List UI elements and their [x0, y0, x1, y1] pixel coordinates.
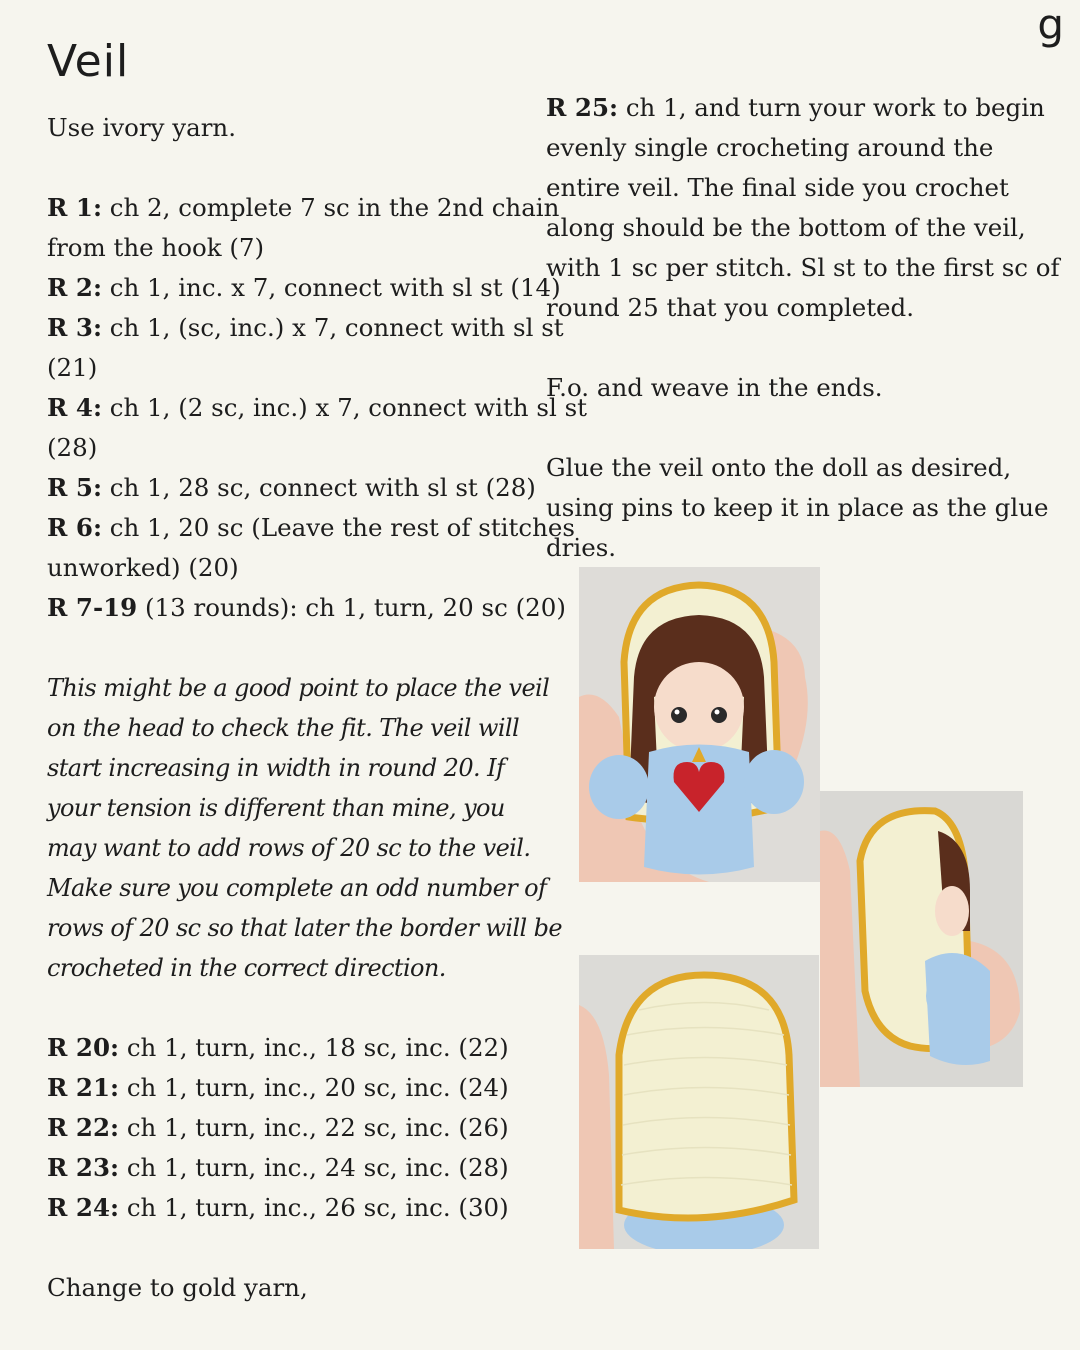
note-line: Make sure you complete an odd number of: [47, 874, 547, 902]
doll-side-illustration: [820, 791, 1023, 1087]
rounds-list-2: [47, 1028, 539, 1228]
outro-text: Change to gold yarn,: [47, 1273, 308, 1302]
round-line: R 22: ch 1, turn, inc., 22 sc, inc. (26): [47, 1113, 509, 1142]
round-line: R 23: ch 1, turn, inc., 24 sc, inc. (28): [47, 1153, 509, 1182]
round-25-block: [546, 88, 1060, 328]
glue-line: Glue the veil onto the doll as desired,: [546, 453, 1012, 482]
glue-line: using pins to keep it in place as the glue: [546, 493, 1049, 522]
round-line-cont: round 25 that you completed.: [546, 293, 915, 322]
glue-line: dries.: [546, 533, 617, 562]
note-line: on the head to check the fit. The veil will: [47, 714, 520, 742]
round-line: R 24: ch 1, turn, inc., 26 sc, inc. (30): [47, 1193, 509, 1222]
page-letter: g: [1037, 0, 1064, 49]
round-line: R 25: ch 1, and turn your work to begin: [546, 93, 1045, 122]
round-line: R 7-19 (13 rounds): ch 1, turn, 20 sc (20): [47, 593, 566, 622]
round-line: R 5: ch 1, 28 sc, connect with sl st (28): [47, 473, 536, 502]
round-line-cont: entire veil. The final side you crochet: [546, 173, 1009, 202]
note-line: your tension is different than mine, you: [47, 794, 505, 822]
intro-text: Use ivory yarn.: [47, 113, 237, 142]
glue-instructions: [546, 448, 1049, 568]
round-line: R 20: ch 1, turn, inc., 18 sc, inc. (22): [47, 1033, 509, 1062]
round-line-cont: unworked) (20): [47, 553, 239, 582]
round-line-cont: with 1 sc per stitch. Sl st to the first sc of: [546, 253, 1060, 282]
round-line-cont: (28): [47, 433, 98, 462]
round-line-cont: (21): [47, 353, 98, 382]
note-line: crocheted in the correct direction.: [47, 954, 446, 982]
doll-front-photo: [579, 567, 820, 882]
round-line: R 3: ch 1, (sc, inc.) x 7, connect with sl st: [47, 313, 564, 342]
round-line: R 6: ch 1, 20 sc (Leave the rest of stitches: [47, 513, 575, 542]
right-column: [546, 88, 1060, 568]
doll-front-illustration: [579, 567, 820, 882]
doll-back-photo: [579, 955, 819, 1249]
note-line: This might be a good point to place the veil: [47, 674, 550, 702]
round-line-cont: from the hook (7): [47, 233, 265, 262]
round-line: R 1: ch 2, complete 7 sc in the 2nd chain: [47, 193, 560, 222]
round-line-cont: along should be the bottom of the veil,: [546, 213, 1026, 242]
note-line: may want to add rows of 20 sc to the veil.: [47, 834, 531, 862]
finish-off-text: F.o. and weave in the ends.: [546, 373, 883, 402]
note-line: rows of 20 sc so that later the border will be: [47, 914, 562, 942]
round-line-cont: evenly single crocheting around the: [546, 133, 994, 162]
doll-back-illustration: [579, 955, 819, 1249]
page-title: Veil: [47, 36, 130, 87]
round-line: R 4: ch 1, (2 sc, inc.) x 7, connect with sl st: [47, 393, 587, 422]
doll-side-photo: [820, 791, 1023, 1087]
note-line: start increasing in width in round 20. If: [47, 754, 505, 782]
fit-note: [47, 668, 562, 988]
round-line: R 21: ch 1, turn, inc., 20 sc, inc. (24): [47, 1073, 509, 1102]
round-line: R 2: ch 1, inc. x 7, connect with sl st (14): [47, 273, 561, 302]
